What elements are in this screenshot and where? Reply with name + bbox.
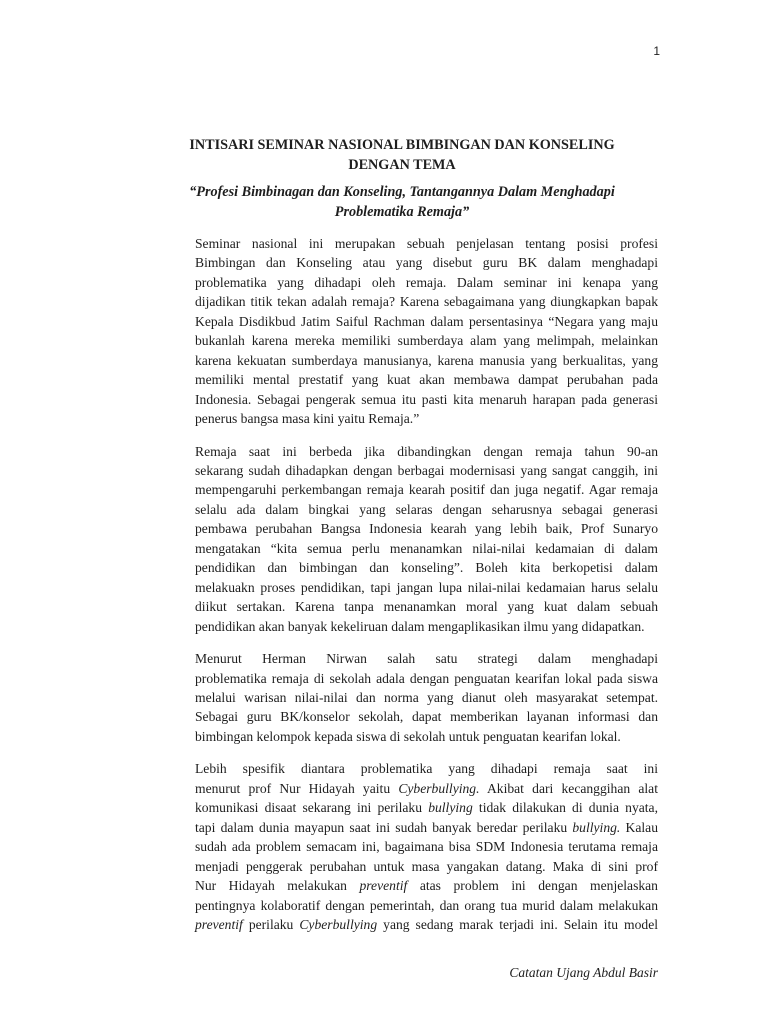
subtitle-line-2: Problematika Remaja” xyxy=(334,203,470,220)
text-line: Seminar nasional ini merupakan sebuah penjelasan tentang posisi profesi xyxy=(195,236,658,251)
text-run: menurut prof Nur Hidayah yaitu xyxy=(195,780,391,796)
text-run: yang sedang marak terjadi ini. Selain itu model xyxy=(383,916,658,932)
paragraph-1 xyxy=(146,234,658,429)
text-line: bimbingan kelompok kepada siswa di sekolah untuk penguatan kearifan lokal. xyxy=(195,728,621,744)
text-line: melalui warisan nilai-nilai dan norma yang dianut oleh masyarakat setempat. xyxy=(195,689,658,705)
text-line: bukanlah karena mereka memiliki sumberdaya alam yang melimpah, melainkan xyxy=(195,333,658,349)
text-line: mempengaruhi perkembangan remaja kearah positif dan juga negatif. Agar remaja xyxy=(195,482,658,498)
text-line: Menurut Herman Nirwan salah satu strategi dalam menghadapi xyxy=(195,651,658,667)
text-run: tapi dalam dunia mayapun saat ini sudah banyak beredar perilaku xyxy=(195,819,568,835)
text-line: Bimbingan dan Konseling atau yang disebut guru BK dalam menghadapi xyxy=(195,255,658,271)
text-run: atas problem ini dengan menjelaskan xyxy=(419,878,658,894)
text-line: selalu ada dalam bingkai yang selaras dengan seharusnya sebagai generasi xyxy=(195,501,658,517)
text-run: komunikasi disaat sekarang ini perilaku xyxy=(195,800,423,816)
text-line: diikut sertakan. Karena tanpa menanamkan moral yang kuat dalam sebuah xyxy=(195,599,658,615)
text-line: melakuakn proses pendidikan, tapi jangan lupa nilai-nilai kedamaian harus selalu xyxy=(195,579,658,595)
paragraph-4 xyxy=(146,759,658,934)
text-line: karena kekuatan sumberdaya manusianya, karena manusia yang berkualitas, yang xyxy=(195,352,658,368)
text-line xyxy=(146,779,658,798)
text-line: penerus bangsa masa kini yaitu Remaja.” xyxy=(195,411,420,427)
text-line: sekarang sudah dihadapkan dengan berbagai modernisasi yang sangat canggih, ini xyxy=(195,462,658,478)
document-title xyxy=(146,136,658,222)
text-run: Kalau xyxy=(625,819,658,835)
italic-term: preventif xyxy=(359,878,408,894)
text-line: Sebagai guru BK/konselor sekolah, dapat memberikan layanan informasi dan xyxy=(195,709,658,725)
text-line xyxy=(146,798,658,817)
italic-term: bullying xyxy=(428,800,473,816)
text-run: Akibat dari kecanggihan alat xyxy=(486,780,658,796)
italic-term: bullying. xyxy=(572,819,621,835)
text-line: Kepala Disdikbud Jatim Saiful Rachman dalam persentasinya “Negara yang maju xyxy=(195,313,658,329)
page-number: 1 xyxy=(653,44,660,58)
italic-term: preventif xyxy=(195,916,243,932)
text-line: pendidikan dan bimbingan dan konseling”. Boleh kita berkopetisi dalam xyxy=(195,560,658,576)
italic-term: Cyberbullying xyxy=(299,916,378,932)
text-run: Nur Hidayah melakukan xyxy=(195,878,347,894)
italic-term: Cyberbullying. xyxy=(398,780,480,796)
title-line-1: INTISARI SEMINAR NASIONAL BIMBINGAN DAN KONSELING xyxy=(189,137,615,153)
paragraph-2 xyxy=(146,442,658,637)
title-line-2: DENGAN TEMA xyxy=(348,156,456,173)
document-body xyxy=(146,234,658,947)
text-line: pembawa perubahan Bangsa Indonesia kearah yang lebih baik, Prof Sunaryo xyxy=(195,521,658,537)
text-line: Lebih spesifik diantara problematika yang dihadapi remaja saat ini xyxy=(195,761,658,777)
footer-note: Catatan Ujang Abdul Basir xyxy=(509,965,658,980)
text-line xyxy=(146,915,658,934)
text-line: mengatakan “kita semua perlu menanamkan nilai-nilai kedamaian di dalam xyxy=(195,540,658,556)
text-line: menjadi penggerak perubahan untuk masa yangakan datang. Maka di sini prof xyxy=(195,858,658,874)
text-run: tidak dilakukan di dunia nyata, xyxy=(478,800,658,816)
text-line: problematika remaja di sekolah adala dengan penguatan kearifan lokal pada siswa xyxy=(195,670,658,686)
text-line: pentingnya kolaboratif dengan pemerintah, dan orang tua murid dalam melakukan xyxy=(195,897,658,913)
text-line: dijadikan titik tekan adalah remaja? Karena sebagaimana yang diungkapkan bapak xyxy=(195,294,658,310)
text-line: Indonesia. Sebagai pengerak semua itu pasti kita menaruh harapan pada generasi xyxy=(195,391,658,407)
text-line: sudah ada problem semacam ini, bagaimana bisa SDM Indonesia terutama remaja xyxy=(195,839,658,855)
text-line: problematika yang dihadapi oleh remaja. Dalam seminar ini kenapa yang xyxy=(195,274,658,290)
text-run: perilaku xyxy=(248,916,294,932)
subtitle-line-1: “Profesi Bimbinagan dan Konseling, Tantangannya Dalam Menghadapi xyxy=(189,184,615,201)
text-line: pendidikan akan banyak kekeliruan dalam mengaplikasikan ilmu yang didapatkan. xyxy=(195,618,645,634)
text-line: memiliki mental prestatif yang kuat akan membawa dampat perubahan pada xyxy=(195,372,658,388)
paragraph-3 xyxy=(146,649,658,746)
text-line xyxy=(146,818,658,837)
text-line: Remaja saat ini berbeda jika dibandingkan dengan remaja tahun 90-an xyxy=(195,443,658,459)
text-line xyxy=(146,876,658,895)
subtitle xyxy=(146,183,658,222)
